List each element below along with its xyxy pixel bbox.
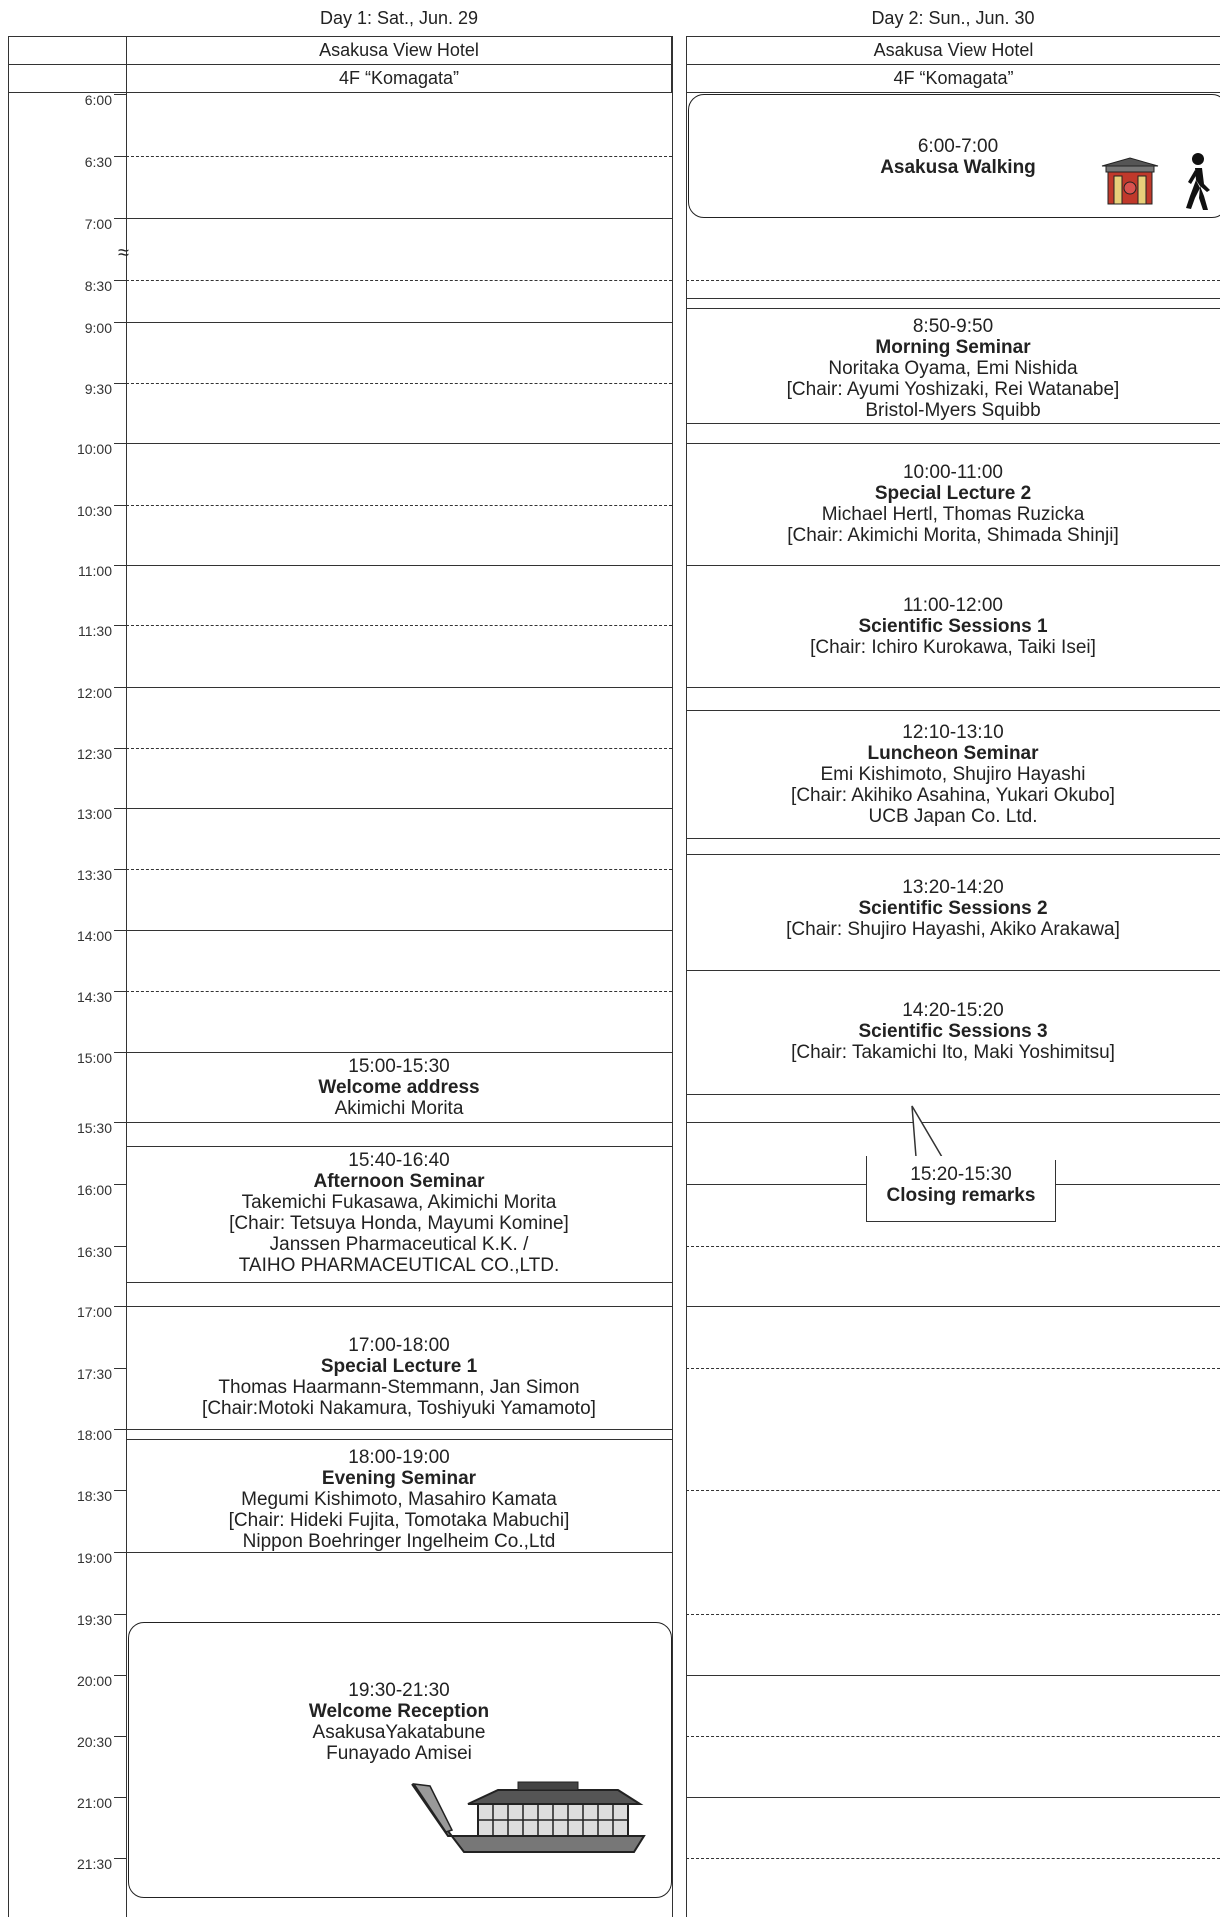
grid-line-dashed xyxy=(686,1246,1220,1247)
time-tick xyxy=(114,94,126,95)
grid-line xyxy=(126,218,672,219)
time-tick xyxy=(114,1246,126,1247)
time-tick xyxy=(114,930,126,931)
grid-line xyxy=(126,322,672,323)
event-line: Funayado Amisei xyxy=(326,1743,472,1764)
time-label: 7:00 xyxy=(84,216,112,232)
time-label: 17:30 xyxy=(76,1366,112,1382)
grid-line-dashed xyxy=(126,505,672,506)
time-tick xyxy=(114,1122,126,1123)
grid-line xyxy=(686,308,1220,309)
grid-line xyxy=(686,423,1220,424)
event-time: 17:00-18:00 xyxy=(348,1335,450,1356)
event-line: [Chair: Hideki Fujita, Tomotaka Mabuchi] xyxy=(228,1510,570,1531)
event-line: UCB Japan Co. Ltd. xyxy=(868,806,1038,827)
grid-line-dashed xyxy=(126,748,672,749)
grid-line xyxy=(686,298,1220,299)
event-time: 15:20-15:30 xyxy=(910,1164,1012,1185)
time-tick xyxy=(114,1184,126,1185)
time-tick xyxy=(114,687,126,688)
day1-title: Day 1: Sat., Jun. 29 xyxy=(319,8,479,28)
time-tick xyxy=(114,1429,126,1430)
time-tick xyxy=(114,280,126,281)
kaminarimon-gate-icon xyxy=(1100,156,1160,206)
time-label: 9:30 xyxy=(84,381,112,397)
time-tick xyxy=(114,869,126,870)
time-tick xyxy=(114,1306,126,1307)
grid-line-dashed xyxy=(126,280,672,281)
event-line: Janssen Pharmaceutical K.K. / xyxy=(269,1234,529,1255)
event-title: Morning Seminar xyxy=(875,337,1031,358)
time-label: 14:00 xyxy=(76,928,112,944)
grid-line-dashed xyxy=(686,280,1220,281)
day1-right-border xyxy=(672,36,673,1917)
time-label: 6:30 xyxy=(84,154,112,170)
event-line: Takemichi Fukasawa, Akimichi Morita xyxy=(241,1192,557,1213)
grid-line xyxy=(126,443,672,444)
event-title: Evening Seminar xyxy=(321,1468,477,1489)
grid-line-dashed xyxy=(686,1614,1220,1615)
event-line: [Chair: Takamichi Ito, Maki Yoshimitsu] xyxy=(791,1042,1115,1063)
grid-line xyxy=(686,687,1220,688)
event-line: Noritaka Oyama, Emi Nishida xyxy=(828,358,1078,379)
day2-hotel: Asakusa View Hotel xyxy=(686,36,1220,64)
event-scientific-sessions-2 xyxy=(686,877,1220,940)
grid-line-dashed xyxy=(126,625,672,626)
time-tick xyxy=(114,1368,126,1369)
time-tick xyxy=(114,1797,126,1798)
time-label: 17:00 xyxy=(76,1304,112,1320)
event-line: [Chair: Akimichi Morita, Shimada Shinji] xyxy=(787,525,1119,546)
grid-line xyxy=(126,1122,672,1123)
time-label: 21:30 xyxy=(76,1856,112,1872)
time-label: 8:30 xyxy=(84,278,112,294)
grid-line xyxy=(686,970,1220,971)
time-label: 9:00 xyxy=(84,320,112,336)
time-tick xyxy=(114,505,126,506)
event-morning-seminar xyxy=(686,316,1220,421)
time-tick xyxy=(114,443,126,444)
event-time: 19:30-21:30 xyxy=(348,1680,450,1701)
time-tick xyxy=(114,1552,126,1553)
event-welcome-address xyxy=(126,1056,672,1119)
time-tick xyxy=(114,1614,126,1615)
time-label: 12:00 xyxy=(76,685,112,701)
grid-line xyxy=(126,930,672,931)
time-label: 18:30 xyxy=(76,1488,112,1504)
grid-line-dashed xyxy=(126,869,672,870)
time-label: 12:30 xyxy=(76,746,112,762)
time-label: 6:00 xyxy=(84,92,112,108)
event-line: Michael Hertl, Thomas Ruzicka xyxy=(821,504,1085,525)
event-welcome-reception xyxy=(126,1680,672,1764)
time-label: 15:30 xyxy=(76,1120,112,1136)
event-evening-seminar xyxy=(126,1447,672,1552)
event-title: Welcome Reception xyxy=(308,1701,490,1722)
time-label: 11:30 xyxy=(78,623,112,639)
time-label: 19:30 xyxy=(76,1612,112,1628)
event-line: [Chair: Shujiro Hayashi, Akiko Arakawa] xyxy=(786,919,1120,940)
event-title: Afternoon Seminar xyxy=(313,1171,485,1192)
grid-line-dashed xyxy=(686,1490,1220,1491)
time-column-divider xyxy=(126,36,127,1917)
time-tick xyxy=(114,991,126,992)
time-label: 16:00 xyxy=(76,1182,112,1198)
time-tick xyxy=(114,322,126,323)
time-label: 20:00 xyxy=(76,1673,112,1689)
grid-line xyxy=(126,1052,672,1053)
time-gap-symbol: ≈ xyxy=(118,242,129,264)
event-title: Closing remarks xyxy=(886,1185,1036,1206)
grid-line xyxy=(126,1146,672,1147)
event-time: 15:40-16:40 xyxy=(348,1150,450,1171)
grid-line xyxy=(126,1282,672,1283)
event-line: AsakusaYakatabune xyxy=(312,1722,486,1743)
grid-line xyxy=(686,1675,1220,1676)
day2-title: Day 2: Sun., Jun. 30 xyxy=(871,8,1035,28)
event-time: 8:50-9:50 xyxy=(912,316,994,337)
event-line: [Chair: Ichiro Kurokawa, Taiki Isei] xyxy=(810,637,1096,658)
event-line: Thomas Haarmann-Stemmann, Jan Simon xyxy=(218,1377,580,1398)
event-line: Nippon Boehringer Ingelheim Co.,Ltd xyxy=(242,1531,556,1552)
grid-line-dashed xyxy=(686,1858,1220,1859)
grid-line xyxy=(686,838,1220,839)
grid-line xyxy=(686,1306,1220,1307)
time-label: 13:00 xyxy=(76,806,112,822)
event-title: Scientific Sessions 2 xyxy=(858,898,1048,919)
walking-person-icon xyxy=(1182,152,1212,212)
day2-room: 4F “Komagata” xyxy=(686,64,1220,92)
time-label: 18:00 xyxy=(76,1427,112,1443)
event-line: [Chair: Tetsuya Honda, Mayumi Komine] xyxy=(229,1213,569,1234)
time-tick xyxy=(114,748,126,749)
grid-line xyxy=(686,565,1220,566)
grid-line xyxy=(686,443,1220,444)
event-title: Special Lecture 1 xyxy=(320,1356,478,1377)
event-time: 14:20-15:20 xyxy=(902,1000,1004,1021)
time-label: 11:00 xyxy=(78,563,112,579)
time-label: 10:30 xyxy=(76,503,112,519)
grid-line xyxy=(126,1439,672,1440)
event-time: 12:10-13:10 xyxy=(902,722,1004,743)
time-label: 16:30 xyxy=(76,1244,112,1260)
grid-line-dashed xyxy=(126,156,672,157)
event-special-lecture-2 xyxy=(686,462,1220,546)
time-tick xyxy=(114,565,126,566)
time-label: 15:00 xyxy=(76,1050,112,1066)
time-tick xyxy=(114,1858,126,1859)
grid-line xyxy=(126,1306,672,1307)
grid-line-dashed xyxy=(126,991,672,992)
time-tick xyxy=(114,1490,126,1491)
event-line: Megumi Kishimoto, Masahiro Kamata xyxy=(241,1489,557,1510)
event-line: TAIHO PHARMACEUTICAL CO.,LTD. xyxy=(238,1255,560,1276)
event-title: Asakusa Walking xyxy=(880,157,1036,178)
time-tick xyxy=(114,383,126,384)
day1-room: 4F “Komagata” xyxy=(126,64,672,92)
event-title: Scientific Sessions 3 xyxy=(858,1021,1048,1042)
grid-line xyxy=(686,1797,1220,1798)
event-afternoon-seminar xyxy=(126,1150,672,1276)
event-time: 15:00-15:30 xyxy=(348,1056,450,1077)
day1-hotel: Asakusa View Hotel xyxy=(126,36,672,64)
yakatabune-boat-icon xyxy=(408,1780,658,1860)
grid-line xyxy=(126,808,672,809)
time-tick xyxy=(114,1675,126,1676)
event-title: Luncheon Seminar xyxy=(867,743,1039,764)
grid-line xyxy=(126,1429,672,1430)
grid-line xyxy=(126,1552,672,1553)
event-special-lecture-1 xyxy=(126,1335,672,1419)
time-label: 14:30 xyxy=(76,989,112,1005)
event-title: Welcome address xyxy=(318,1077,480,1098)
time-label: 13:30 xyxy=(76,867,112,883)
event-title: Special Lecture 2 xyxy=(874,483,1032,504)
event-time: 13:20-14:20 xyxy=(902,877,1004,898)
event-line: Akimichi Morita xyxy=(334,1098,464,1119)
event-time: 11:00-12:00 xyxy=(902,595,1003,616)
event-time: 6:00-7:00 xyxy=(917,136,999,157)
time-tick xyxy=(114,1736,126,1737)
grid-line-dashed xyxy=(686,1736,1220,1737)
event-scientific-sessions-1 xyxy=(686,595,1220,658)
event-scientific-sessions-3 xyxy=(686,1000,1220,1063)
event-title: Scientific Sessions 1 xyxy=(858,616,1048,637)
grid-line xyxy=(686,854,1220,855)
event-time: 10:00-11:00 xyxy=(902,462,1003,483)
frame-left xyxy=(8,36,9,1917)
time-tick xyxy=(114,156,126,157)
event-line: [Chair:Motoki Nakamura, Toshiyuki Yamamoto] xyxy=(202,1398,596,1419)
event-line: Bristol-Myers Squibb xyxy=(865,400,1041,421)
grid-line-dashed xyxy=(126,383,672,384)
time-tick xyxy=(114,1052,126,1053)
event-line: [Chair: Akihiko Asahina, Yukari Okubo] xyxy=(791,785,1115,806)
time-label: 21:00 xyxy=(76,1795,112,1811)
grid-line xyxy=(126,687,672,688)
event-line: [Chair: Ayumi Yoshizaki, Rei Watanabe] xyxy=(786,379,1120,400)
event-time: 18:00-19:00 xyxy=(348,1447,450,1468)
grid-line-dashed xyxy=(686,1368,1220,1369)
time-label: 19:00 xyxy=(76,1550,112,1566)
event-line: Emi Kishimoto, Shujiro Hayashi xyxy=(820,764,1086,785)
time-label: 10:00 xyxy=(76,441,112,457)
time-tick xyxy=(114,218,126,219)
grid-line xyxy=(126,565,672,566)
time-tick xyxy=(114,808,126,809)
event-luncheon-seminar xyxy=(686,722,1220,827)
time-tick xyxy=(114,625,126,626)
event-closing-remarks xyxy=(866,1164,1056,1206)
grid-line xyxy=(686,710,1220,711)
time-label: 20:30 xyxy=(76,1734,112,1750)
